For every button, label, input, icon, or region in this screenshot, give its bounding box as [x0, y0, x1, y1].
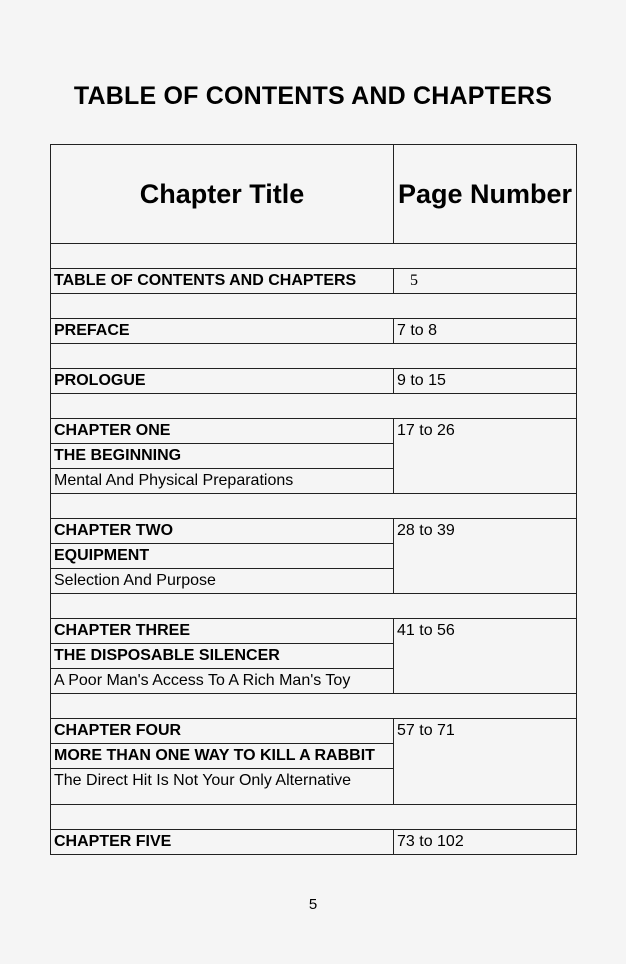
spacer-row — [51, 244, 577, 269]
spacer-row — [51, 344, 577, 369]
chapter-name: THE DISPOSABLE SILENCER — [51, 644, 394, 669]
entry-pages: 17 to 26 — [394, 419, 577, 494]
contents-table — [50, 144, 577, 855]
entry-title: TABLE OF CONTENTS AND CHAPTERS — [51, 269, 394, 294]
page-title: TABLE OF CONTENTS AND CHAPTERS — [73, 82, 553, 110]
table-row — [51, 719, 577, 744]
table-header-row — [51, 145, 577, 244]
table-row — [51, 519, 577, 544]
spacer-row — [51, 494, 577, 519]
spacer-row — [51, 694, 577, 719]
entry-pages: 28 to 39 — [394, 519, 577, 594]
entry-title: PROLOGUE — [51, 369, 394, 394]
spacer-row — [51, 805, 577, 830]
table-row — [51, 319, 577, 344]
chapter-subtitle: Selection And Purpose — [51, 569, 394, 594]
chapter-subtitle: The Direct Hit Is Not Your Only Alternative — [51, 769, 394, 805]
chapter-label: CHAPTER FOUR — [51, 719, 394, 744]
spacer-row — [51, 394, 577, 419]
page-number: 5 — [308, 896, 318, 913]
table-row — [51, 830, 577, 855]
page-number-header: Page Number — [394, 145, 577, 244]
entry-pages: 73 to 102 — [394, 830, 577, 855]
chapter-name: MORE THAN ONE WAY TO KILL A RABBIT — [51, 744, 394, 769]
chapter-subtitle: Mental And Physical Preparations — [51, 469, 394, 494]
entry-title: CHAPTER FIVE — [51, 830, 394, 855]
entry-pages: 7 to 8 — [394, 319, 577, 344]
chapter-label: CHAPTER THREE — [51, 619, 394, 644]
table-row — [51, 419, 577, 444]
entry-title: PREFACE — [51, 319, 394, 344]
spacer-row — [51, 294, 577, 319]
spacer-row — [51, 594, 577, 619]
chapter-name: THE BEGINNING — [51, 444, 394, 469]
chapter-title-header: Chapter Title — [51, 145, 394, 244]
entry-pages: 41 to 56 — [394, 619, 577, 694]
chapter-label: CHAPTER ONE — [51, 419, 394, 444]
chapter-label: CHAPTER TWO — [51, 519, 394, 544]
chapter-name: EQUIPMENT — [51, 544, 394, 569]
table-row — [51, 369, 577, 394]
table-row — [51, 619, 577, 644]
entry-pages: 9 to 15 — [394, 369, 577, 394]
table-row — [51, 269, 577, 294]
chapter-subtitle: A Poor Man's Access To A Rich Man's Toy — [51, 669, 394, 694]
entry-pages: 57 to 71 — [394, 719, 577, 805]
entry-pages: 5 — [394, 269, 577, 294]
